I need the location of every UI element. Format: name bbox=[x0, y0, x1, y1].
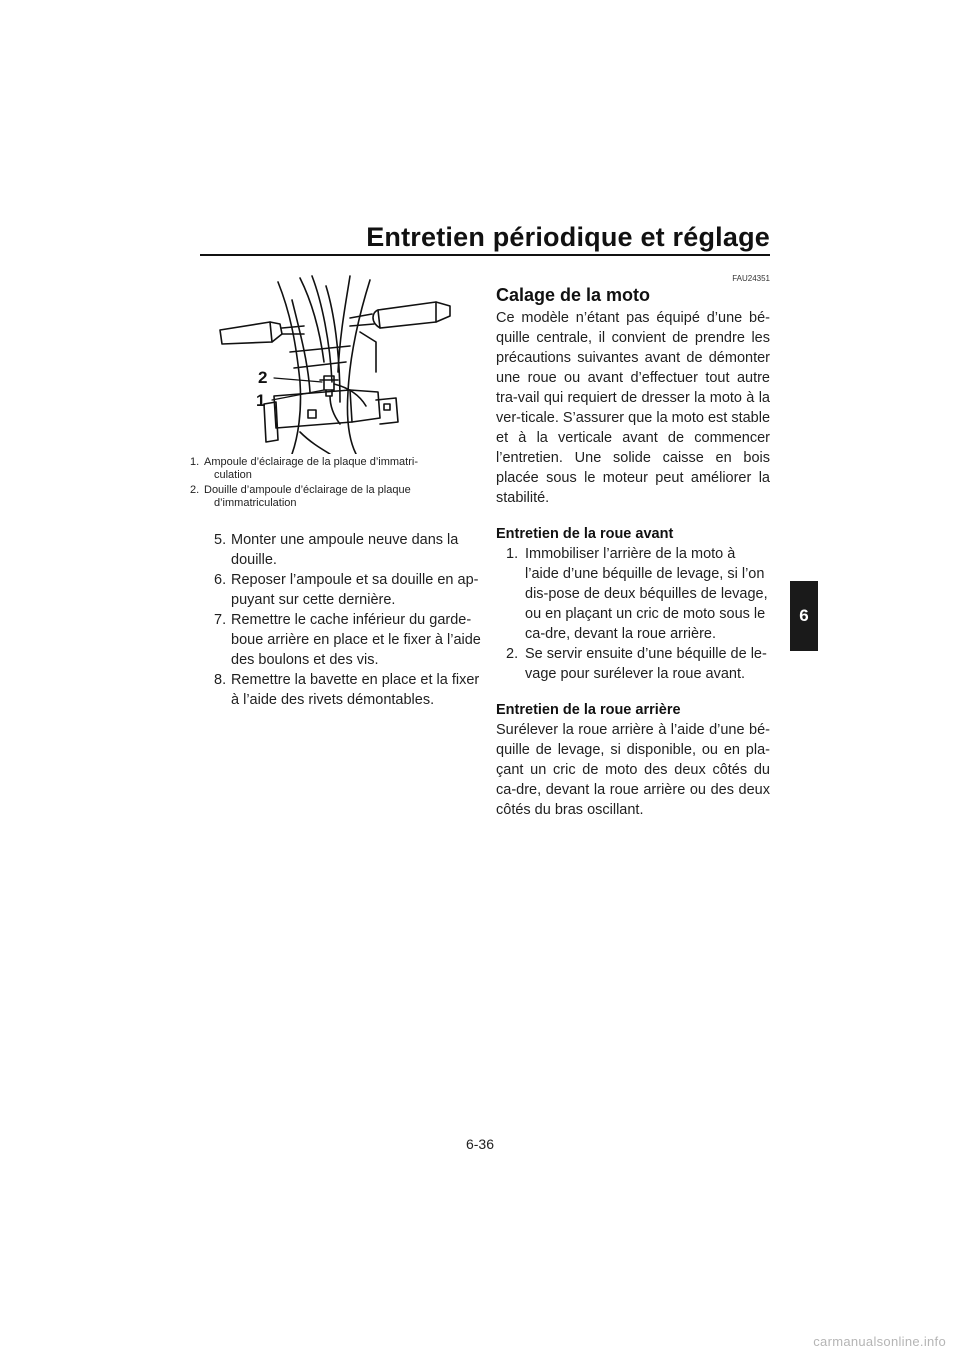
bulb-replacement-steps bbox=[190, 530, 486, 710]
caption-text: Ampoule d’éclairage de la plaque d’immatri- bbox=[204, 456, 419, 468]
step-text: Immobiliser l’arrière de la moto à l’aide d’une béquille de levage, si l’on dis-pose de deux béquilles de levage, ou en plaçant un cric de moto sous le ca-dre, devant la roue arrière. bbox=[525, 546, 768, 642]
page-number: 6-36 bbox=[465, 1136, 495, 1152]
list-item bbox=[496, 644, 770, 684]
list-item bbox=[190, 670, 486, 710]
caption-item bbox=[190, 484, 486, 510]
callout-1: 1 bbox=[256, 391, 266, 410]
left-column bbox=[190, 272, 486, 710]
header-rule bbox=[200, 254, 770, 256]
motorcycle-rear-drawing bbox=[200, 272, 480, 454]
page-title: Entretien périodique et réglage bbox=[366, 222, 770, 252]
caption-continuation: culation bbox=[214, 469, 252, 481]
rear-wheel-heading: Entretien de la roue arrière bbox=[496, 702, 681, 718]
caption-number: 2. bbox=[190, 484, 200, 496]
front-wheel-heading: Entretien de la roue avant bbox=[496, 526, 674, 542]
step-number: 7. bbox=[214, 612, 227, 628]
caption-continuation: d’immatriculation bbox=[214, 497, 297, 509]
step-text: Monter une ampoule neuve dans la douille. bbox=[231, 532, 459, 568]
section-title: Calage de la moto bbox=[496, 285, 651, 305]
intro-paragraph: Ce modèle n’étant pas équipé d’une bé-quille centrale, il convient de prendre les précautions suivantes avant de démonter une roue ou avant d’effectuer tout autre tra-vail qui requiert de dresser la moto à la ver-ticale. S’assurer que la moto est stable et à la verticale avant de commencer l’entretien. Une solide caisse en bois placée sous le moteur peut améliorer la stabilité. bbox=[496, 310, 771, 506]
caption-item bbox=[190, 456, 486, 482]
callout-2: 2 bbox=[258, 368, 268, 387]
rear-wheel-paragraph: Surélever la roue arrière à l’aide d’une bé-quille de levage, si disponible, ou en pla-çant un cric de moto des deux côtés du ca-dre, devant la roue arrière ou des deux côtés du bras oscillant. bbox=[496, 722, 770, 818]
step-text: Remettre le cache inférieur du garde-boue arrière en place et le fixer à l’aide des boulons et des vis. bbox=[231, 612, 481, 668]
right-column bbox=[496, 272, 770, 820]
step-number: 8. bbox=[214, 672, 227, 688]
step-number: 5. bbox=[214, 532, 227, 548]
step-number: 1. bbox=[506, 546, 519, 562]
step-text: Se servir ensuite d’une béquille de le-vage pour surélever la roue avant. bbox=[525, 646, 767, 682]
step-number: 2. bbox=[506, 646, 519, 662]
list-item bbox=[190, 570, 486, 610]
reference-code: FAU24351 bbox=[732, 274, 770, 283]
chapter-tab[interactable]: 6 bbox=[790, 581, 818, 651]
step-number: 6. bbox=[214, 572, 227, 588]
watermark: carmanualsonline.info bbox=[813, 1334, 946, 1349]
step-text: Reposer l’ampoule et sa douille en ap-puyant sur cette dernière. bbox=[231, 572, 479, 608]
list-item bbox=[496, 544, 770, 644]
figure-captions bbox=[190, 456, 486, 510]
front-wheel-steps bbox=[496, 544, 770, 684]
list-item bbox=[190, 530, 486, 570]
step-text: Remettre la bavette en place et la fixer à l’aide des rivets démontables. bbox=[231, 672, 480, 708]
caption-number: 1. bbox=[190, 456, 200, 468]
license-light-illustration bbox=[200, 272, 480, 454]
list-item bbox=[190, 610, 486, 670]
caption-text: Douille d’ampoule d’éclairage de la plaque bbox=[204, 484, 411, 496]
